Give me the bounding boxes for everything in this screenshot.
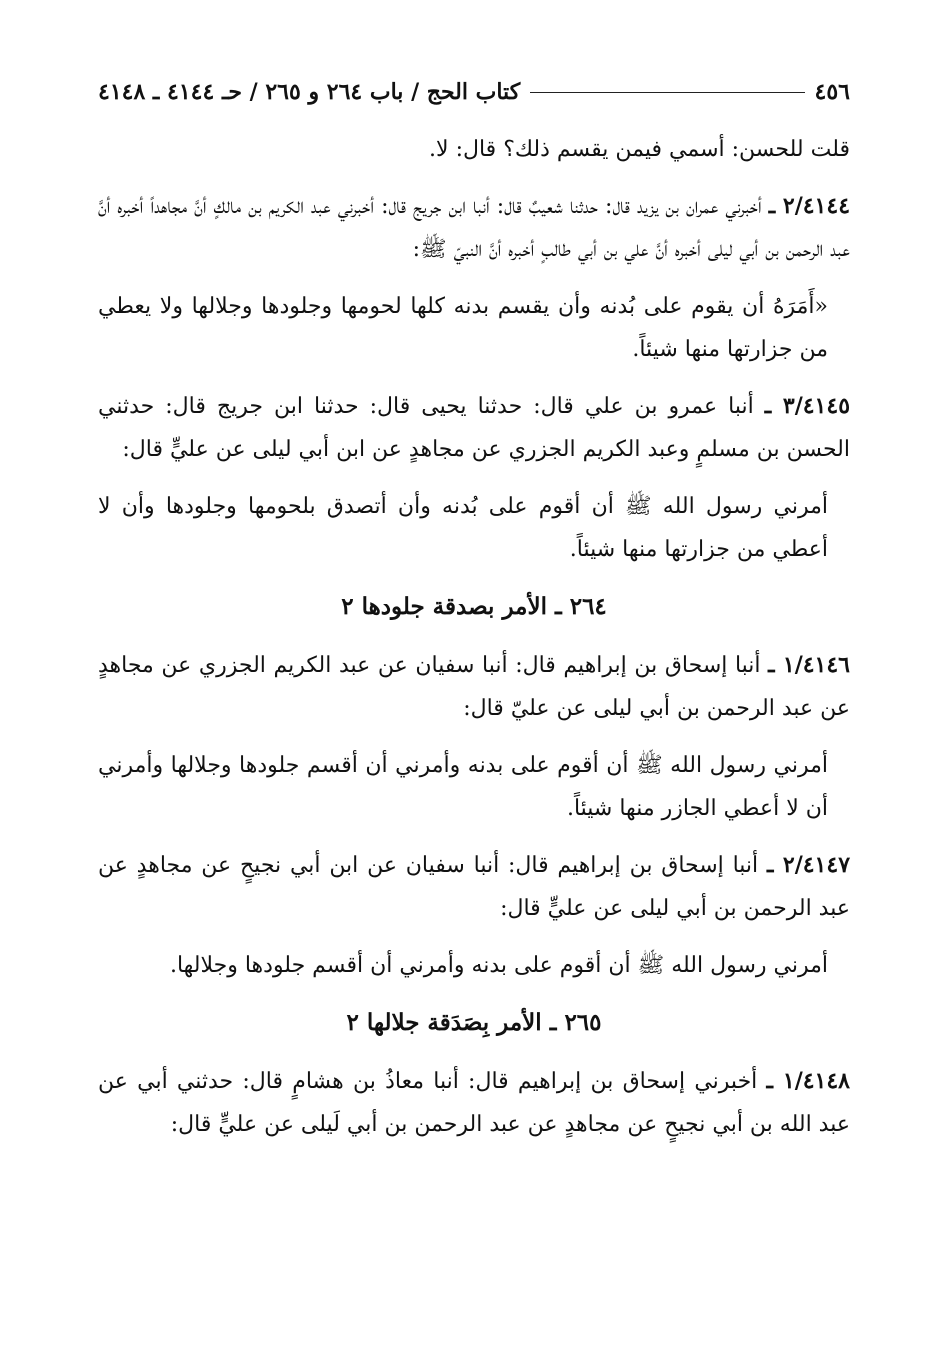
hadith-isnad: أخبرني إسحاق بن إبراهيم قال: أنبا معاذُ بن هشامٍ قال: حدثني أبي عن عبد الله بن أبي نجيحٍ عن مجاهدٍ عن عبد الرحمن بن أبي لَيلى عن عليٍّ قال: [98,1069,850,1137]
section-heading-265: ٢٦٥ ـ الأمر بِصَدَقة جلالها ٢ [346,1009,602,1036]
section-heading-264: ٢٦٤ ـ الأمر بصدقة جلودها ٢ [341,593,607,620]
hadith-4146 [98,644,850,730]
running-header [98,72,850,112]
header-rule [530,92,804,93]
hadith-number: ٣/٤١٤٥ ـ [764,393,851,419]
hadith-matn: أمرني رسول الله ﷺ أن أقوم على بُدنه وأن أتصدق بلحومها وجلودها وأن لا أعطي من جزارتها منها شيئاً. [98,494,828,562]
page-body [98,128,850,1160]
hadith-isnad: أنبا عمرو بن علي قال: حدثنا يحيى قال: حدثنا ابن جريج قال: حدثني الحسن بن مسلمٍ وعبد الكريم الجزري عن مجاهدٍ عن ابن أبي ليلى عن عليٍّ قال: [98,394,850,462]
hadith-4144 [98,185,850,271]
hadith-matn: «أَمَرَهُ أن يقوم على بُدنه وأن يقسم بدنه كلها لحومها وجلودها وجلالها ولا يعطي من جزارتها منها شيئاً. [98,294,828,362]
hadith-4145 [98,385,850,471]
page-number: ٤٥٦ [814,79,850,105]
hadith-number: ٢/٤١٤٧ ـ [766,852,851,878]
running-title: كتاب الحج / باب ٢٦٤ و ٢٦٥ / حـ ٤١٤٤ ـ ٤١٤٨ [98,79,521,105]
hadith-number: ١/٤١٤٨ ـ [766,1068,850,1094]
hadith-4148 [98,1060,850,1146]
hadith-isnad: أنبا إسحاق بن إبراهيم قال: أنبا سفيان عن ابن أبي نجيحٍ عن مجاهدٍ عن عبد الرحمن بن أبي ليلى عن عليٍّ قال: [98,853,850,921]
hadith-matn: أمرني رسول الله ﷺ أن أقوم على بدنه وأمرني أن أقسم جلودها وجلالها. [169,953,828,978]
hadith-isnad: أخبرني عمران بن يزيد قال: حدثنا شعيبٌ قال: أنبا ابن جريج قال: أخبرني عبد الكريم بن مالكٍ أنَّ مجاهداً أخبره أنَّ عبد الرحمن بن أبي ليلى أخبره أنَّ علي بن أبي طالبٍ أخبره أنَّ النبيّ ﷺ: [98,194,850,262]
paragraph: قلت للحسن: أسمي فيمن يقسم ذلك؟ قال: لا. [429,137,850,162]
hadith-matn: أمرني رسول الله ﷺ أن أقوم على بدنه وأمرني أن أقسم جلودها وجلالها وأمرني أن لا أعطي الجازر منها شيئاً. [98,753,828,821]
hadith-number: ١/٤١٤٦ ـ [768,652,850,678]
hadith-isnad: أنبا إسحاق بن إبراهيم قال: أنبا سفيان عن عبد الكريم الجزري عن مجاهدٍ عن عبد الرحمن بن أبي ليلى عن عليّ قال: [98,653,850,721]
hadith-number: ٢/٤١٤٤ ـ [768,193,851,219]
hadith-4147 [98,844,850,930]
